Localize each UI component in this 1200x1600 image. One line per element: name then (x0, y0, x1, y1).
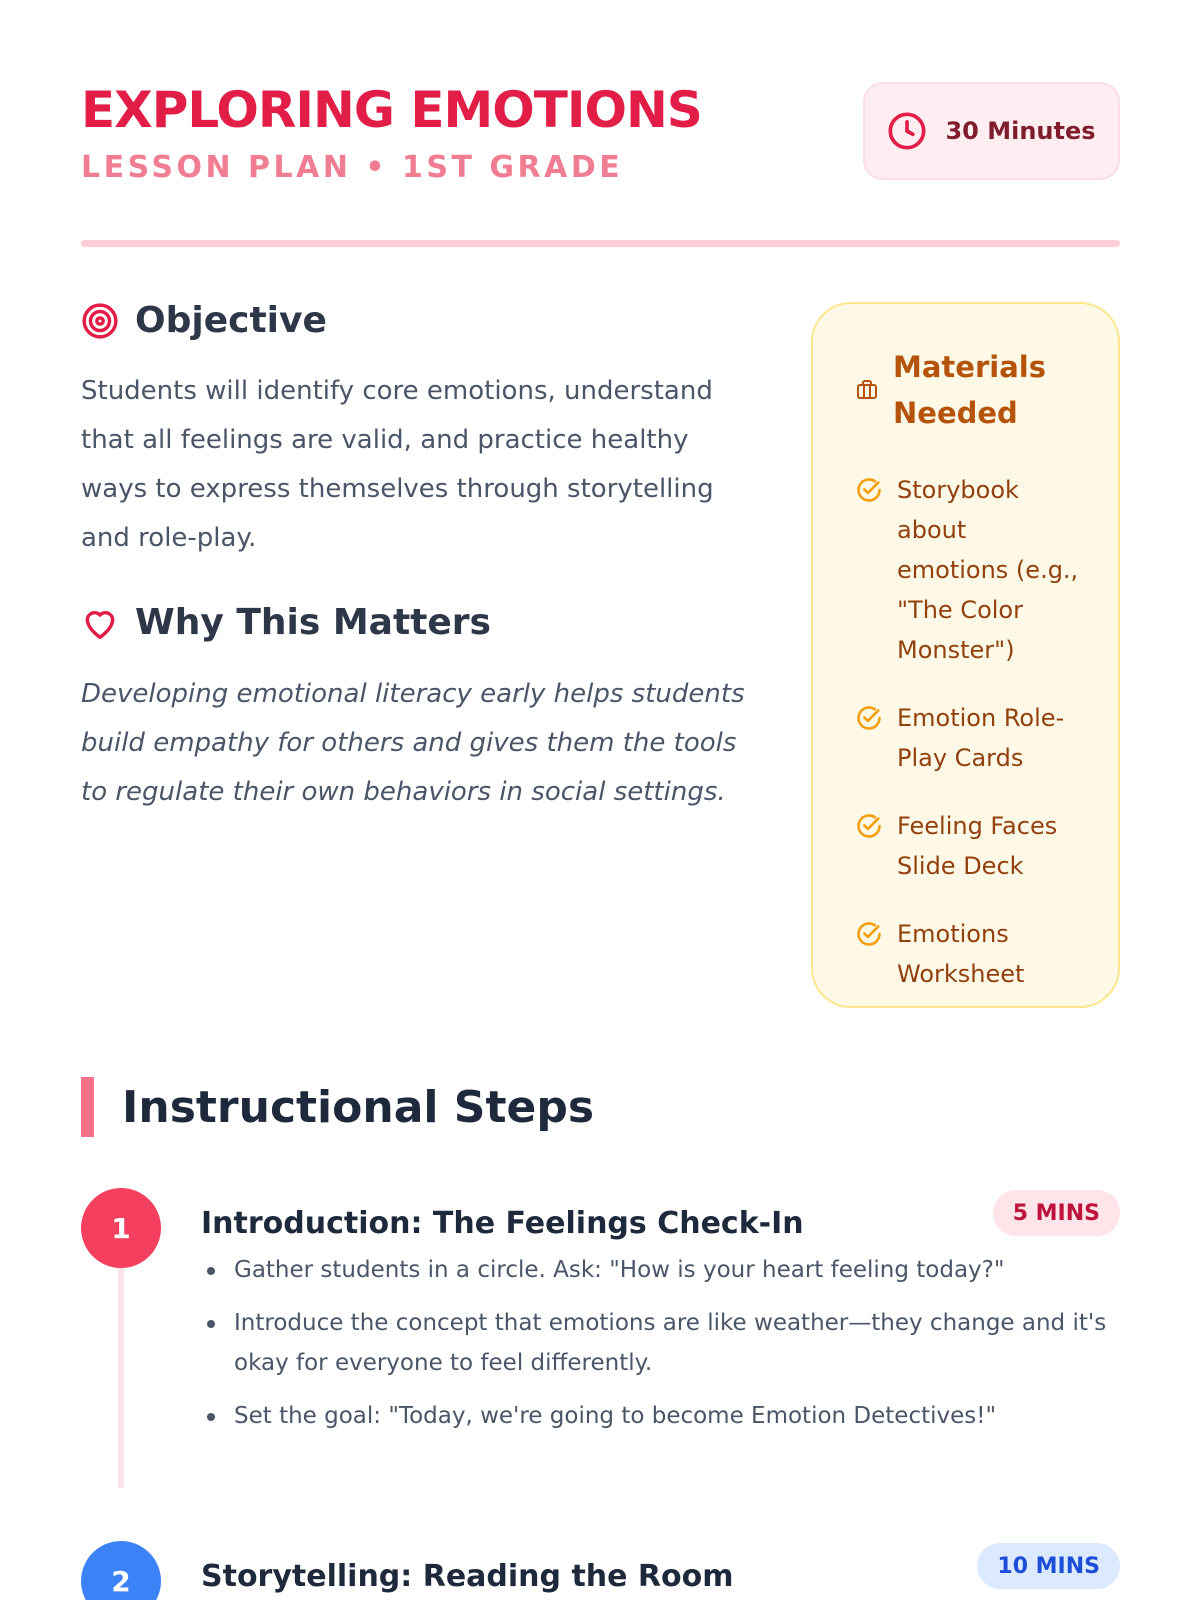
step-number: 1 (81, 1188, 161, 1268)
material-label: Feeling Faces Slide Deck (897, 812, 1058, 880)
steps-title: Instructional Steps (122, 1081, 595, 1133)
step-connector (118, 1268, 124, 1488)
step-number: 2 (81, 1541, 161, 1600)
lesson-title: EXPLORING EMOTIONS (81, 81, 702, 139)
step-title: Storytelling: Reading the Room (201, 1559, 734, 1594)
briefcase-icon (855, 378, 879, 402)
steps-heading (81, 1077, 594, 1137)
material-label: Emotion Role-Play Cards (897, 704, 1065, 772)
duration-label: 30 Minutes (945, 117, 1096, 145)
list-item: Set the goal: "Today, we're going to become Emotion Detectives!" (234, 1396, 1114, 1436)
step-bullets (234, 1250, 1114, 1449)
material-label: Emotions Worksheet (897, 920, 1025, 988)
objective-title: Objective (135, 300, 327, 341)
check-circle-icon (855, 920, 883, 948)
list-item: Introduce the concept that emotions are like weather—they change and it's okay for everyone to feel differently. (234, 1303, 1114, 1383)
target-icon (81, 302, 119, 340)
step-duration-badge: 10 MINS (977, 1543, 1120, 1589)
step-duration-badge: 5 MINS (993, 1190, 1120, 1236)
lesson-header (81, 80, 1120, 248)
step-1 (81, 1188, 1120, 1488)
heading-accent-bar (81, 1077, 94, 1137)
material-label: Storybook about emotions (e.g., "The Color Monster") (897, 476, 1079, 664)
list-item: Gather students in a circle. Ask: "How is your heart feeling today?" (234, 1250, 1114, 1290)
heart-icon (81, 604, 119, 642)
why-text: Developing emotional literacy early helps students build empathy for others and gives them the tools to regulate their own behaviors in social settings. (81, 679, 745, 807)
check-circle-icon (855, 812, 883, 840)
material-item (855, 698, 1080, 778)
header-divider (81, 240, 1120, 247)
clock-icon (887, 111, 927, 151)
duration-badge (863, 82, 1120, 180)
step-title: Introduction: The Feelings Check-In (201, 1206, 804, 1241)
materials-heading (855, 344, 1080, 436)
objective-heading (81, 300, 327, 341)
why-title: Why This Matters (135, 602, 491, 643)
materials-card (811, 302, 1120, 1008)
objective-text: Students will identify core emotions, understand that all feelings are valid, and practice healthy ways to express themselves through storytelling and role-play. (81, 376, 714, 553)
materials-title: Materials Needed (893, 350, 1046, 430)
check-circle-icon (855, 704, 883, 732)
lesson-subtitle: LESSON PLAN • 1ST GRADE (81, 150, 624, 185)
material-item (855, 806, 1080, 886)
material-item (855, 914, 1080, 994)
check-circle-icon (855, 476, 883, 504)
material-item (855, 470, 1080, 670)
why-heading (81, 602, 491, 643)
step-2 (81, 1541, 1120, 1600)
